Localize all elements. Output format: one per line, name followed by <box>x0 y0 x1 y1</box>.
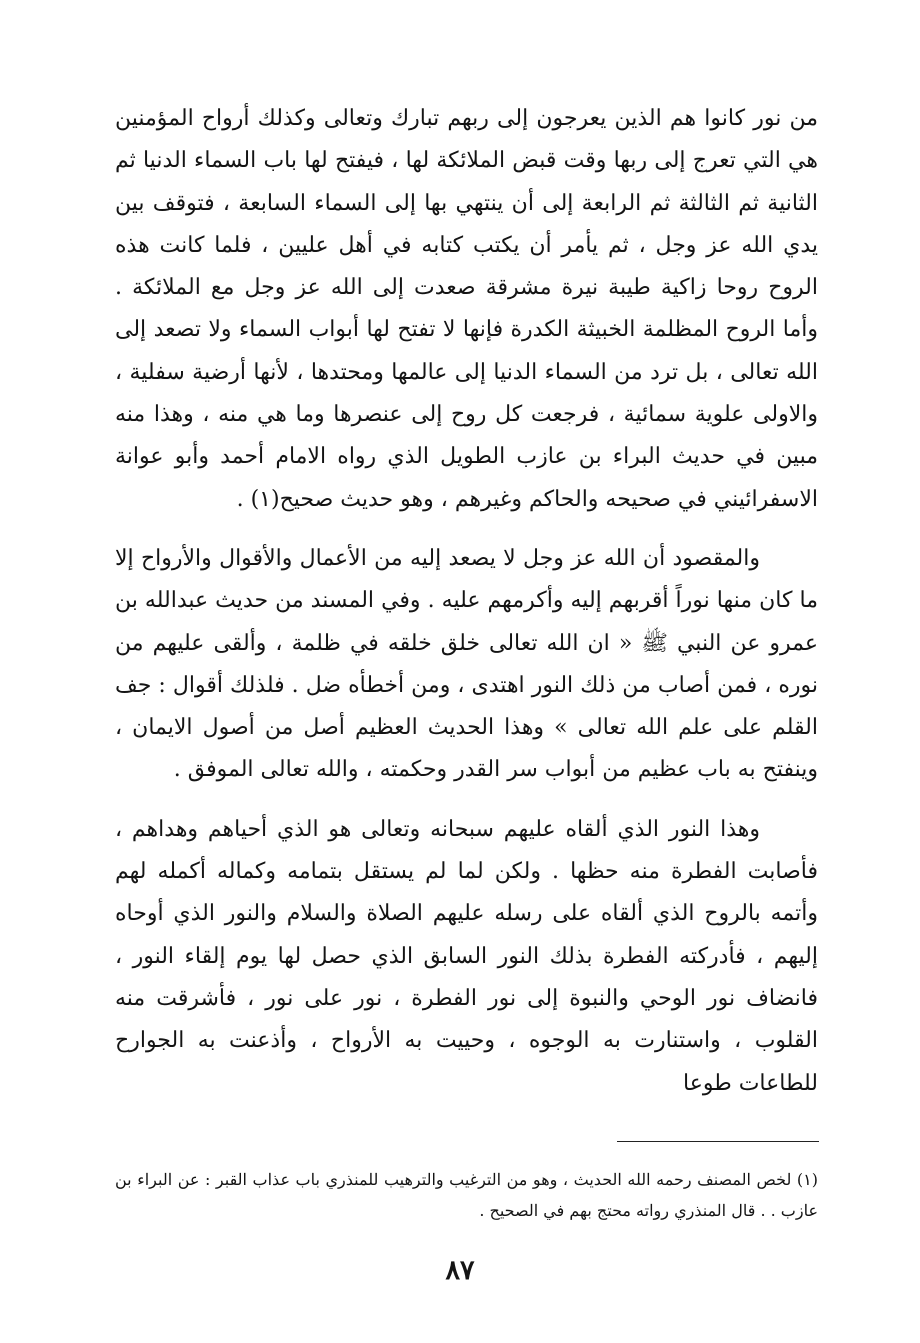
footnote-1: (١) لخص المصنف رحمه الله الحديث ، وهو من الترغيب والترهيب للمنذري باب عذاب القبر : عن البراء بن عازب . . قال المنذري رواته محتج بهم في الصحيح . <box>115 1170 818 1220</box>
paragraph-2: والمقصود أن الله عز وجل لا يصعد إليه من الأعمال والأقوال والأرواح إلا ما كان منها نوراً أقربهم إليه وأكرمهم عليه . وفي المسند من حديث عبدالله بن عمرو عن النبي ﷺ « ان الله تعالى خلق خلقه في ظلمة ، وألقى عليهم من نوره ، فمن أصاب من ذلك النور اهتدى ، ومن أخطأه ضل . فلذلك أقوال : جف القلم على علم الله تعالى » وهذا الحديث العظيم أصل من أصول الايمان ، وينفتح به باب عظيم من أبواب سر القدر وحكمته ، والله تعالى الموفق . <box>115 545 818 783</box>
paragraph-1: من نور كانوا هم الذين يعرجون إلى ربهم تبارك وتعالى وكذلك أرواح المؤمنين هي التي تعرج إلى ربها وقت قبض الملائكة لها ، فيفتح لها باب السماء الدنيا ثم الثانية ثم الثالثة ثم الرابعة إلى أن ينتهي بها إلى السماء السابعة ، فتوقف بين يدي الله عز وجل ، ثم يأمر أن يكتب كتابه في أهل عليين ، فلما كانت هذه الروح روحا زاكية طيبة نيرة مشرقة صعدت إلى الله عز وجل مع الملائكة . وأما الروح المظلمة الخبيثة الكدرة فإنها لا تفتح لها أبواب السماء ولا تصعد إلى الله تعالى ، بل ترد من السماء الدنيا إلى عالمها ومحتدها ، لأنها أرضية سفلية ، والاولى علوية سمائية ، فرجعت كل روح إلى عنصرها وما هي منه ، وهذا منه مبين في حديث البراء بن عازب الطويل الذي رواه الامام أحمد وأبو عوانة الاسفرائيني في صحيحه والحاكم وغيرهم ، وهو حديث صحيح(١) . <box>115 106 818 512</box>
paragraph-3: وهذا النور الذي ألقاه عليهم سبحانه وتعالى هو الذي أحياهم وهداهم ، فأصابت الفطرة منه حظها . ولكن لما لم يستقل بتمامه وكماله أكمله لهم وأتمه بالروح الذي ألقاه على رسله عليهم الصلاة والسلام والنور الذي أوحاه إليهم ، فأدركته الفطرة بذلك النور السابق الذي حصل لها يوم إلقاء النور ، فانضاف نور الوحي والنبوة إلى نور الفطرة ، نور على نور ، فأشرقت منه القلوب ، واستنارت به الوجوه ، وحييت به الأرواح ، وأذعنت به الجوارح للطاعات طوعا <box>115 816 818 1096</box>
footnotes <box>115 1164 818 1226</box>
footnote-divider <box>617 1141 819 1142</box>
main-text <box>115 98 818 1105</box>
page-number: ٨٧ <box>445 1255 475 1286</box>
